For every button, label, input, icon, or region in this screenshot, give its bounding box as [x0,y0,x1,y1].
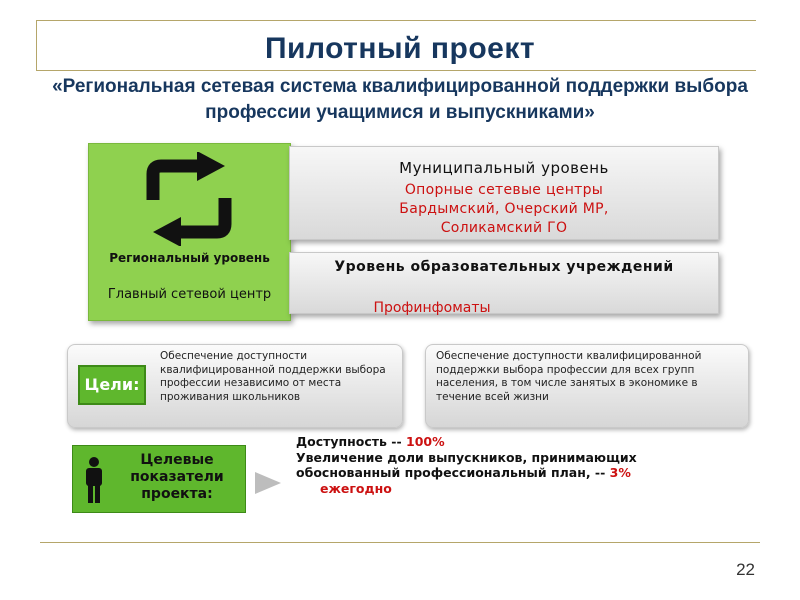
municipal-centers-line3: Соликамский ГО [440,220,568,236]
target-2-suffix: ежегодно [320,480,392,496]
target-values [296,434,736,496]
target-indicators-label: Целевые показатели проекта: [130,452,224,502]
education-level-title: Уровень образовательных учреждений [334,259,674,275]
target-1-value: 100% [406,434,445,449]
person-icon [83,457,105,503]
goal-box-right [425,344,749,428]
page-number: 22 [736,560,755,579]
slide-title: Пилотный проект [264,32,536,65]
municipal-centers-line1: Опорные сетевые центры [404,182,604,198]
deco-top-line [36,20,756,21]
municipal-level-block [289,146,719,240]
goal-box-left [67,344,403,428]
deco-mid-line [36,70,756,71]
regional-level-label: Региональный уровень [109,251,270,265]
target-line-2 [296,450,736,481]
municipal-centers [290,181,718,238]
goal-right-text: Обеспечение доступности квалифицированной поддержки выбора профессии для всех групп населения, в том числе занятых в экономике в течение всей жизни [436,350,702,403]
goal-left-text: Обеспечение доступности квалифицированной поддержки выбора профессии независимо от места проживания школьников [160,350,386,403]
main-network-center: Главный сетевой центр [107,287,272,302]
target-2-value: 3% [609,465,631,480]
municipal-level-title: Муниципальный уровень [399,159,609,177]
target-line-1 [296,434,736,450]
cycle-arrows-icon [137,152,241,246]
slide-subtitle: «Региональная сетевая система квалифицированной поддержки выбора профессии учащимися и выпускниками» [52,76,748,123]
profinfomats-label: Профинфоматы [373,300,491,316]
goals-badge: Цели: [78,365,146,405]
municipal-centers-line2: Бардымский, Очерский МР, [399,201,609,217]
deco-bottom-line [40,542,760,543]
arrow-right-icon [255,470,281,496]
target-1-text: Доступность -- [296,434,407,449]
target-indicators-block [72,445,246,513]
target-line-3 [296,481,736,497]
target-2-text: Увеличение доли выпускников, принимающих обоснованный профессиональный план, -- [296,449,637,480]
regional-level-block [88,143,291,321]
